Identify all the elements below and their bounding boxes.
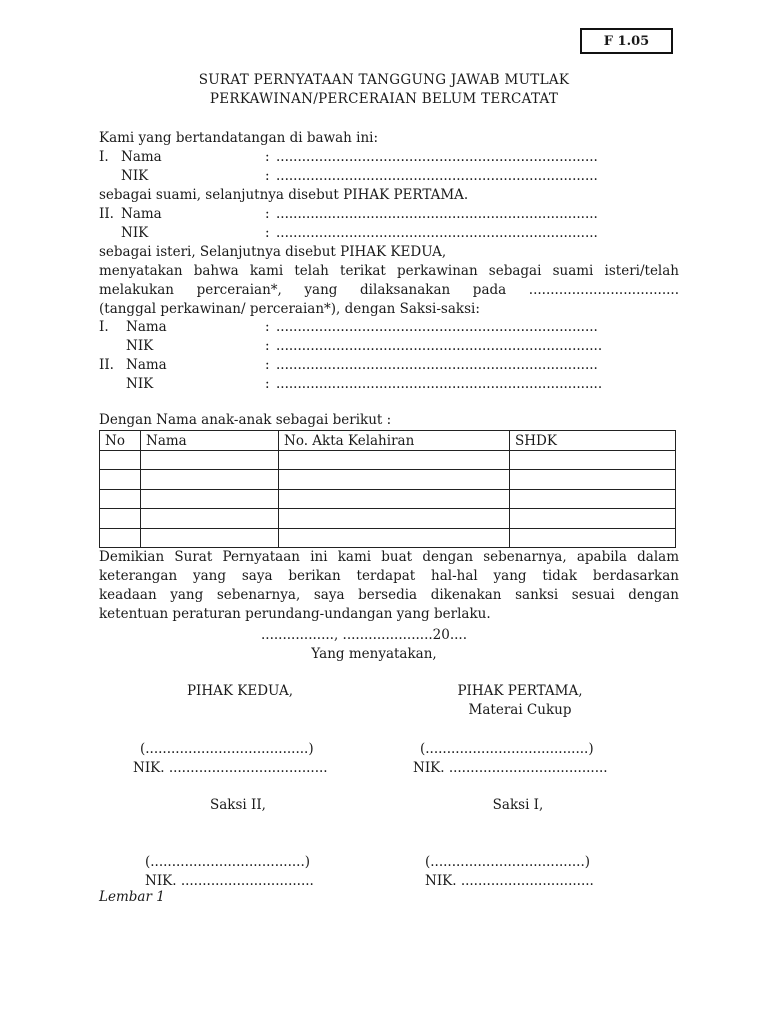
closing-line-3: keadaan yang sebenarnya, saya bersedia dikenakan sanksi sesuai dengan	[99, 587, 679, 603]
children-intro: Dengan Nama anak-anak sebagai berikut :	[99, 412, 392, 428]
table-cell[interactable]	[510, 528, 676, 547]
pihak-kedua-nik-field[interactable]: NIK. .....................................	[133, 760, 328, 776]
party1-nik-label: NIK	[121, 168, 149, 184]
table-cell[interactable]	[100, 470, 141, 489]
witness1-name-label: Nama	[126, 319, 167, 335]
declarant-label: Yang menyatakan,	[311, 646, 437, 662]
pihak-pertama-label: PIHAK PERTAMA,	[457, 683, 583, 699]
party1-note: sebagai suami, selanjutnya disebut PIHAK PERTAMA.	[99, 187, 469, 203]
witness1-name-field[interactable]: ...........................................................................	[276, 319, 598, 335]
witness1-nik-label: NIK	[126, 338, 154, 354]
col-header-no: No	[100, 431, 141, 451]
party1-num: I.	[99, 149, 109, 165]
statement-line-1: menyatakan bahwa kami telah terikat perkawinan sebagai suami isteri/telah	[99, 263, 679, 279]
intro-text: Kami yang bertandatangan di bawah ini:	[99, 130, 379, 146]
table-cell[interactable]	[279, 489, 510, 508]
table-cell[interactable]	[141, 509, 279, 528]
form-code: F 1.05	[603, 33, 650, 49]
closing-line-4: ketentuan peraturan perundang-undangan yang berlaku.	[99, 606, 491, 622]
table-cell[interactable]	[100, 509, 141, 528]
table-cell[interactable]	[279, 470, 510, 489]
table-row	[100, 451, 676, 470]
pihak-pertama-nik-field[interactable]: NIK. .....................................	[413, 760, 608, 776]
witness2-name-field[interactable]: ...........................................................................	[276, 357, 598, 373]
table-cell[interactable]	[100, 451, 141, 470]
saksi-1-signature-field[interactable]: (....................................)	[425, 854, 591, 870]
children-table-header	[100, 431, 676, 451]
pihak-kedua-label: PIHAK KEDUA,	[186, 683, 294, 699]
table-cell[interactable]	[100, 528, 141, 547]
title-line-1: SURAT PERNYATAAN TANGGUNG JAWAB MUTLAK	[198, 72, 570, 88]
table-cell[interactable]	[279, 528, 510, 547]
party2-name-label: Nama	[121, 206, 162, 222]
statement-line-3: (tanggal perkawinan/ perceraian*), dengan Saksi-saksi:	[99, 301, 480, 317]
witness1-nik-field[interactable]: ............................................................................	[276, 338, 603, 354]
table-row	[100, 528, 676, 547]
saksi-2-label: Saksi II,	[210, 797, 266, 813]
closing-line-1: Demikian Surat Pernyataan ini kami buat dengan sebenarnya, apabila dalam	[99, 549, 679, 565]
party2-note: sebagai isteri, Selanjutnya disebut PIHAK KEDUA,	[99, 244, 447, 260]
party2-name-field[interactable]: ...........................................................................	[276, 206, 598, 222]
children-table	[99, 430, 676, 548]
table-cell[interactable]	[141, 528, 279, 547]
witness2-name-colon: :	[265, 357, 270, 373]
table-cell[interactable]	[141, 451, 279, 470]
witness1-num: I.	[99, 319, 109, 335]
witness2-name-label: Nama	[126, 357, 167, 373]
table-cell[interactable]	[141, 470, 279, 489]
saksi-2-nik-field[interactable]: NIK. ...............................	[145, 873, 314, 889]
col-header-akta: No. Akta Kelahiran	[279, 431, 510, 451]
witness2-nik-colon: :	[265, 376, 270, 392]
pihak-pertama-signature-field[interactable]: (......................................)	[420, 741, 594, 757]
table-cell[interactable]	[510, 509, 676, 528]
table-cell[interactable]	[279, 451, 510, 470]
col-header-nama: Nama	[141, 431, 279, 451]
table-cell[interactable]	[141, 489, 279, 508]
pihak-kedua-signature-field[interactable]: (......................................)	[140, 741, 314, 757]
statement-line-2: melakukan perceraian*, yang dilaksanakan pada ...................................	[99, 282, 679, 298]
place-date-field[interactable]: ................., .....................20....	[261, 627, 467, 643]
party2-nik-colon: :	[265, 225, 270, 241]
table-row	[100, 489, 676, 508]
witness1-name-colon: :	[265, 319, 270, 335]
party1-nik-colon: :	[265, 168, 270, 184]
saksi-2-signature-field[interactable]: (....................................)	[145, 854, 311, 870]
table-cell[interactable]	[510, 451, 676, 470]
party2-num: II.	[99, 206, 114, 222]
party2-nik-label: NIK	[121, 225, 149, 241]
footer-sheet-label: Lembar 1	[99, 889, 165, 905]
form-code-box	[580, 28, 673, 54]
party1-name-field[interactable]: ...........................................................................	[276, 149, 598, 165]
closing-line-2: keterangan yang saya berikan terdapat hal-hal yang tidak berdasarkan	[99, 568, 679, 584]
table-cell[interactable]	[100, 489, 141, 508]
witness2-nik-field[interactable]: ............................................................................	[276, 376, 603, 392]
title-line-2: PERKAWINAN/PERCERAIAN BELUM TERCATAT	[209, 91, 559, 107]
saksi-1-nik-field[interactable]: NIK. ...............................	[425, 873, 594, 889]
col-header-shdk: SHDK	[510, 431, 676, 451]
party2-nik-field[interactable]: ...........................................................................	[276, 225, 598, 241]
witness2-num: II.	[99, 357, 114, 373]
table-row	[100, 509, 676, 528]
table-cell[interactable]	[510, 489, 676, 508]
materai-label: Materai Cukup	[468, 702, 572, 718]
party2-name-colon: :	[265, 206, 270, 222]
party1-name-label: Nama	[121, 149, 162, 165]
witness1-nik-colon: :	[265, 338, 270, 354]
saksi-1-label: Saksi I,	[492, 797, 544, 813]
table-cell[interactable]	[279, 509, 510, 528]
party1-nik-field[interactable]: ...........................................................................	[276, 168, 598, 184]
table-row	[100, 470, 676, 489]
party1-name-colon: :	[265, 149, 270, 165]
witness2-nik-label: NIK	[126, 376, 154, 392]
table-cell[interactable]	[510, 470, 676, 489]
